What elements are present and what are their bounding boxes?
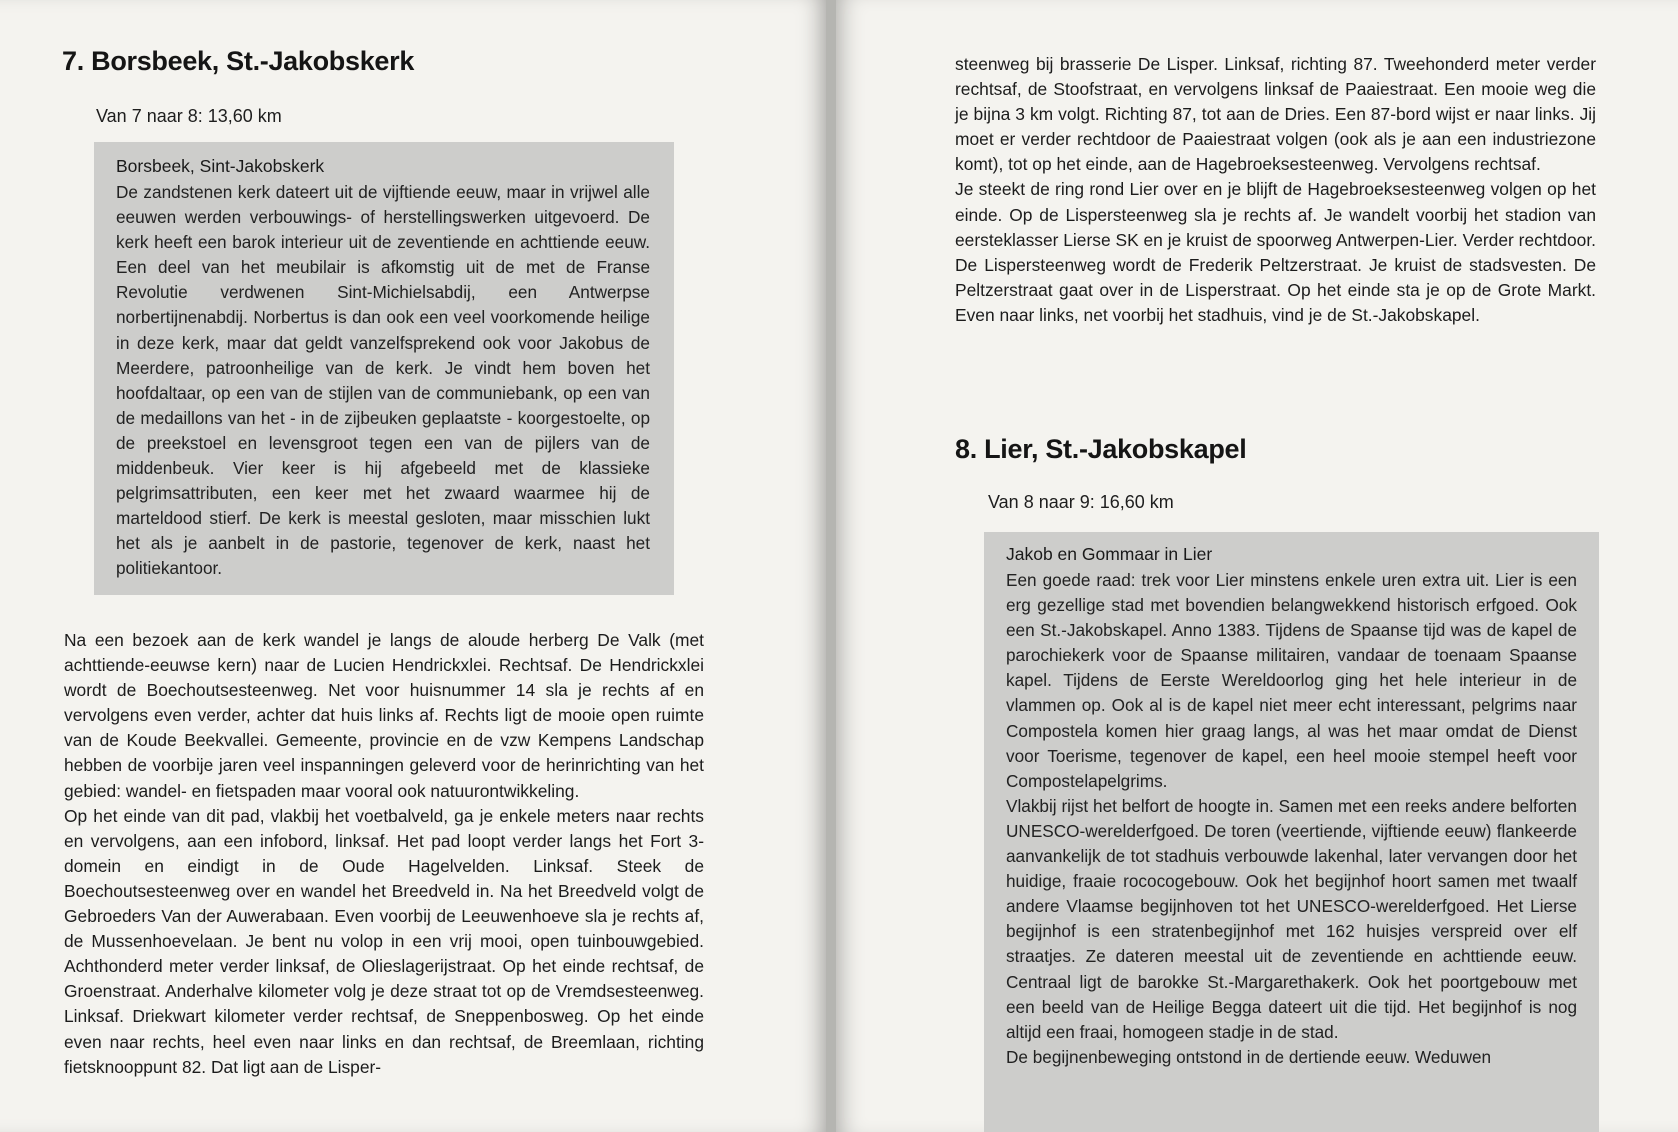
paragraph: Je steekt de ring rond Lier over en je blijft de Hagebroeksesteenweg volgen op het einde. Op de Lispersteenweg sla je rechts af. Je wandelt voorbij het stadion van eersteklasser Lierse SK en je kruist de spoorweg Antwerpen-Lier. Verder rechtdoor. De Lispersteenweg wordt de Frederik Peltzerstraat. Je kruist de stadsvesten. De Peltzerstraat gaat over in de Lisperstraat. Op het einde sta je op de Grote Markt. Even naar links, net voorbij het stadhuis, vind je de St.-Jakobskapel.	[955, 179, 1596, 325]
paragraph: Op het einde van dit pad, vlakbij het voetbalveld, ga je enkele meters naar rechts en vervolgens, aan een infobord, linksaf. Het pad loopt verder langs het Fort 3-domein en eindigt in de Oude Hagelvelden. Linksaf. Steek de Boechoutsesteenweg over en wandel het Breedveld in. Na het Breedveld volgt de Gebroeders Van der Auwerabaan. Even voorbij de Leeuwenhoeve sla je rechts af, de Mussenhoevelaan. Je bent nu volop in een vrij mooi, open tuinbouwgebied. Achthonderd meter verder linksaf, de Olieslagerijstraat. Op het einde rechtsaf, de Groenstraat. Anderhalve kilometer volg je deze straat tot op de Vremdsesteenweg. Linksaf. Driekwart kilometer verder rechtsaf, de Sneppenbosweg. Op het einde even naar rechts, heel even naar links en dan rechtsaf, de Breemlaan, richting fietsknooppunt 82. Dat ligt aan de Lisper-	[64, 805, 704, 1077]
section-heading-7: 7. Borsbeek, St.-Jakobskerk	[62, 46, 415, 76]
left-page	[0, 0, 826, 1132]
infobox-lier	[984, 532, 1599, 1132]
distance-label-7: Van 7 naar 8: 13,60 km	[96, 106, 282, 126]
route-description-left	[64, 628, 704, 1080]
book-gutter	[826, 0, 836, 1132]
infobox-text	[1006, 568, 1577, 1070]
infobox-text: De zandstenen kerk dateert uit de vijftiende eeuw, maar in vrijwel alle eeuwen werden verbouwings- of herstellingswerken uitgevoerd. De kerk heeft een barok interieur uit de zeventiende en achttiende eeuw. Een deel van het meubilair is afkomstig uit de met de Franse Revolutie verdwenen Sint-Michielsabdij, een Antwerpse norbertijnenabdij. Norbertus is dan ook een veel voorkomende heilige in deze kerk, maar dat geldt vanzelfsprekend ook voor Jakobus de Meerdere, patroonheilige van de kerk. Je vindt hem boven het hoofdaltaar, op een van de stijlen van de communiebank, op een van de medaillons van het - in de zijbeuken geplaatste - koorgestoelte, op de preekstoel en levensgroot tegen een van de pijlers van de middenbeuk. Vier keer is hij afgebeeld met de klassieke pelgrimsattributen, een keer met het zwaard waarmee hij de marteldood stierf. De kerk is meestal gesloten, maar misschien lukt het als je aanbelt in de pastorie, tegenover de kerk, naast het politiekantoor.	[116, 182, 650, 579]
paragraph: Na een bezoek aan de kerk wandel je langs de aloude herberg De Valk (met achttiende-eeuwse kern) naar de Lucien Hendrickxlei. Rechtsaf. De Hendrickxlei wordt de Boechoutsesteenweg. Net voor huisnummer 14 sla je rechts af en vervolgens even verder, achter dat huis links af. Rechts ligt de mooie open ruimte van de Koude Beekvallei. Gemeente, provincie en de vzw Kempens Landschap hebben de voorbije jaren veel inspanningen geleverd voor de herinrichting van het gebied: wandel- en fietspaden maar vooral ook natuurontwikkeling.	[64, 630, 704, 801]
infobox-title: Jakob en Gommaar in Lier	[1006, 544, 1213, 564]
paragraph: Vlakbij rijst het belfort de hoogte in. Samen met een reeks andere belforten UNESCO-werelderfgoed. De toren (veertiende, vijftiende eeuw) flankeerde aanvankelijk de tot stadhuis verbouwde lakenhal, later vervangen door het huidige, fraaie rococogebouw. Ook het begijnhof hoort samen met twaalf andere Vlaamse begijnhoven tot het UNESCO-werelderfgoed. Het Lierse begijnhof is een stratenbegijnhof met 162 huisjes verspreid over elf straatjes. Ze dateren meestal uit de zeventiende en achttiende eeuw. Centraal ligt de barokke St.-Margarethakerk. Ook het poortgebouw met een beeld van de Heilige Begga dateert uit die tijd. Het begijnhof is nog altijd een fraai, homogeen stadje in de stad.	[1006, 795, 1577, 1042]
paragraph: De begijnenbeweging ontstond in de dertiende eeuw. Weduwen	[1006, 1046, 1492, 1067]
infobox-borsbeek	[94, 142, 674, 595]
distance-label-8: Van 8 naar 9: 16,60 km	[988, 492, 1174, 512]
route-description-right	[955, 52, 1596, 328]
section-heading-8: 8. Lier, St.-Jakobskapel	[955, 434, 1247, 464]
right-page	[836, 0, 1678, 1132]
paragraph: Een goede raad: trek voor Lier minstens enkele uren extra uit. Lier is een erg gezellige stad met bovendien belangwekkend historisch erfgoed. Ook een St.-Jakobskapel. Anno 1383. Tijdens de Spaanse tijd was de kapel de parochiekerk voor de Spaanse militairen, vandaar de toenaam Spaanse kapel. Tijdens de Eerste Wereldoorlog ging het hele interieur in de vlammen op. Ook al is de kapel niet meer echt interessant, pelgrims naar Compostela komen hier graag langs, al was het maar omdat de Dienst voor Toerisme, tegenover de kapel, een heel mooie stempel heeft voor Compostelapelgrims.	[1006, 570, 1577, 791]
paragraph: steenweg bij brasserie De Lisper. Linksaf, richting 87. Tweehonderd meter verder rechtsaf, de Stoofstraat, en vervolgens linksaf de Paaiestraat. Een mooie weg die je bijna 3 km volgt. Richting 87, tot aan de Dries. Een 87-bord wijst er naar links. Jij moet er verder rechtdoor de Paaiestraat volgen (ook als je aan een industriezone komt), tot op het einde, aan de Hagebroeksesteenweg. Vervolgens rechtsaf.	[955, 54, 1596, 175]
infobox-title: Borsbeek, Sint-Jakobskerk	[116, 156, 325, 176]
